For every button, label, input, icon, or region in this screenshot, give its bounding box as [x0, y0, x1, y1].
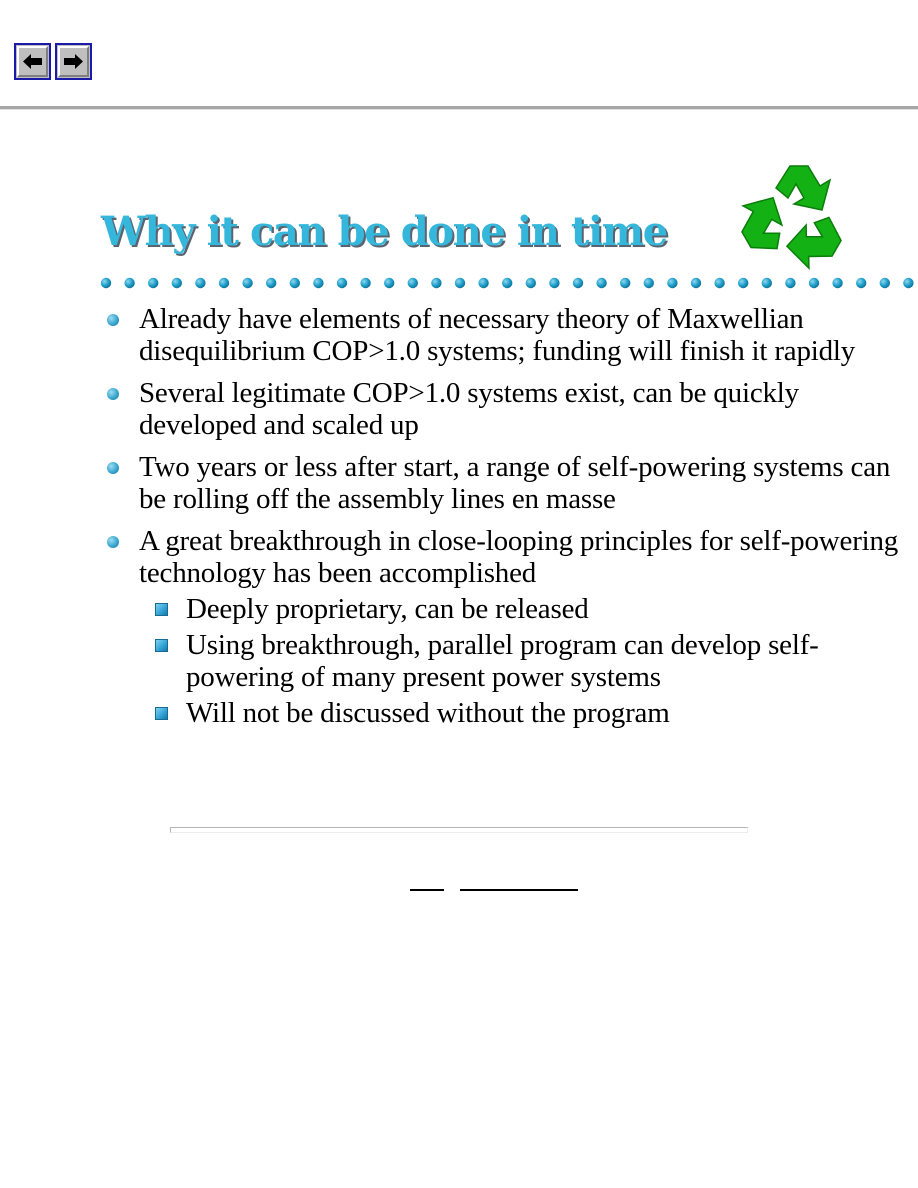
square-bullet-icon [155, 603, 168, 616]
sub-bullet-text: Will not be discussed without the program [186, 697, 670, 729]
divider-dot [242, 278, 252, 288]
divider-dot [549, 278, 559, 288]
footer-divider [170, 827, 748, 833]
divider-dot [101, 278, 111, 288]
divider-dot [785, 278, 795, 288]
divider-dot [313, 278, 323, 288]
recycle-icon [738, 158, 850, 270]
divider-dot [124, 278, 134, 288]
slide-title: Why it can be done in time [101, 208, 667, 255]
sub-bullet-list [139, 593, 902, 729]
divider-dot [384, 278, 394, 288]
divider-dot [408, 278, 418, 288]
sub-bullet-item [139, 697, 902, 729]
bullet-text: Two years or less after start, a range of self-powering systems can be rolling off the assembly lines en masse [139, 451, 891, 515]
bullet-item [102, 303, 902, 367]
bullet-list [102, 303, 902, 739]
divider-dot [832, 278, 842, 288]
arrow-right-icon [64, 54, 83, 69]
divider-dot [455, 278, 465, 288]
divider-dot [738, 278, 748, 288]
divider-dot [880, 278, 890, 288]
header-divider [0, 106, 918, 110]
bullet-text: Several legitimate COP>1.0 systems exist, can be quickly developed and scaled up [139, 377, 799, 441]
sub-bullet-text: Deeply proprietary, can be released [186, 593, 589, 625]
divider-dot [762, 278, 772, 288]
divider-dot [502, 278, 512, 288]
divider-dot [573, 278, 583, 288]
previous-button-face [17, 46, 48, 77]
bullet-item [102, 377, 902, 441]
divider-dot [148, 278, 158, 288]
sub-bullet-item [139, 593, 902, 625]
slide-navigation [14, 43, 92, 80]
bullet-item [102, 451, 902, 515]
divider-dot [266, 278, 276, 288]
divider-dot [431, 278, 441, 288]
sub-bullet-text: Using breakthrough, parallel program can develop self-powering of many present power systems [186, 629, 819, 693]
round-bullet-icon [107, 388, 119, 400]
divider-dot [337, 278, 347, 288]
square-bullet-icon [155, 707, 168, 720]
divider-dot [667, 278, 677, 288]
footer-links [0, 871, 918, 891]
footer-link-short[interactable] [410, 871, 444, 891]
bullet-text: Already have elements of necessary theory of Maxwellian disequilibrium COP>1.0 systems; funding will finish it rapidly [139, 303, 856, 367]
divider-dot [856, 278, 866, 288]
divider-dot [219, 278, 229, 288]
bullet-text: A great breakthrough in close-looping principles for self-powering technology has been accomplished [139, 525, 899, 589]
divider-dot [714, 278, 724, 288]
divider-dot [596, 278, 606, 288]
divider-dot [172, 278, 182, 288]
divider-dot [644, 278, 654, 288]
arrow-left-icon [23, 54, 42, 69]
previous-slide-button[interactable] [14, 43, 51, 80]
round-bullet-icon [107, 462, 119, 474]
divider-dot [195, 278, 205, 288]
next-slide-button[interactable] [55, 43, 92, 80]
footer-link-long[interactable] [460, 871, 578, 891]
divider-dot [691, 278, 701, 288]
divider-dot [478, 278, 488, 288]
next-button-face [58, 46, 89, 77]
divider-dot [809, 278, 819, 288]
dotted-divider [98, 274, 918, 292]
divider-dot [526, 278, 536, 288]
sub-bullet-item [139, 629, 902, 693]
round-bullet-icon [107, 536, 119, 548]
bullet-item [102, 525, 902, 729]
divider-dot [290, 278, 300, 288]
square-bullet-icon [155, 639, 168, 652]
divider-dot [360, 278, 370, 288]
divider-dot [903, 278, 913, 288]
round-bullet-icon [107, 314, 119, 326]
divider-dot [620, 278, 630, 288]
